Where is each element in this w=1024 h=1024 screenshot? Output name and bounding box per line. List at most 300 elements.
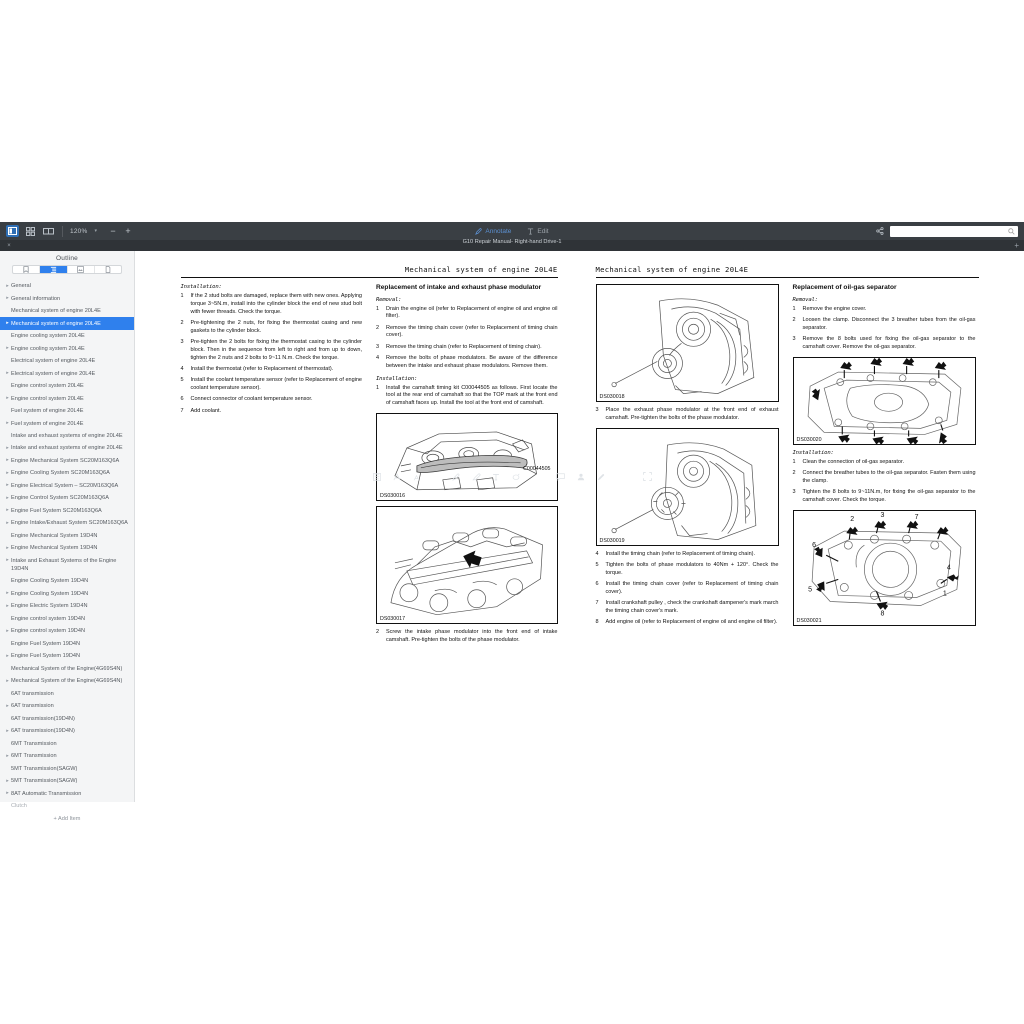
chevron-right-icon[interactable]: ▸	[6, 395, 9, 402]
step-text: Clean the connection of oil-gas separator.	[802, 458, 905, 465]
outline-item[interactable]	[0, 800, 134, 812]
figure-caption: DS030016	[380, 493, 406, 500]
post-figure-step-list	[376, 629, 558, 645]
highlight-icon[interactable]	[373, 468, 381, 486]
page-left-column-2	[376, 284, 558, 650]
section-heading: Replacement of intake and exhaust phase modulator	[376, 284, 542, 291]
bolt-tightening-sequence-diagram	[794, 511, 975, 628]
search-input[interactable]	[890, 226, 1018, 237]
procedure-step	[376, 385, 558, 408]
chevron-right-icon[interactable]: ▸	[6, 345, 9, 352]
outline-item-spacer	[4, 357, 11, 358]
step-number: 3	[595, 407, 599, 413]
outline-item[interactable]	[0, 575, 134, 587]
chevron-right-icon[interactable]: ▸	[6, 482, 9, 489]
outline-item-label: Engine Control System SC20M163Q6A	[11, 495, 109, 502]
figure-caption: DS030017	[380, 616, 406, 623]
step-number: 4	[376, 355, 380, 362]
main-toolbar	[0, 222, 1024, 240]
outline-list[interactable]	[0, 278, 134, 812]
outline-item[interactable]	[0, 713, 134, 725]
chevron-right-icon[interactable]: ▸	[6, 627, 9, 634]
stamp-icon[interactable]	[577, 468, 585, 486]
outline-item-label: Engine cooling system 20L4E	[11, 345, 85, 352]
outline-item[interactable]	[0, 430, 134, 442]
step-number: 6	[595, 580, 599, 587]
page-right-columns	[596, 284, 979, 632]
outline-item-label: Fuel system of engine 20L4E	[11, 420, 84, 427]
outline-item-label: Engine cooling system 20L4E	[11, 333, 85, 340]
outline-item[interactable]	[0, 638, 134, 650]
chevron-right-icon[interactable]: ▸	[6, 420, 9, 427]
chevron-right-icon[interactable]: ▸	[6, 457, 9, 464]
chevron-right-icon[interactable]: ▸	[6, 602, 9, 609]
page-right	[580, 251, 997, 802]
outline-item-label: 6AT transmission	[11, 703, 54, 710]
callout-7: 7	[914, 513, 919, 521]
thumbnail-icon	[77, 266, 84, 273]
sidebar-tab-thumbnails[interactable]	[68, 266, 95, 273]
outline-item-label: Intake and exhaust systems of engine 20L4E	[11, 433, 123, 439]
zoom-in-button[interactable]: +	[125, 226, 131, 236]
outline-item[interactable]	[0, 380, 134, 392]
outline-item-label: Mechanical system of engine 20L4E	[11, 308, 101, 315]
page-header-left: Mechanical system of engine 20L4E	[404, 265, 558, 274]
engine-timing-kit-diagram	[377, 414, 557, 502]
outline-item[interactable]	[0, 530, 134, 542]
outline-item[interactable]	[0, 405, 134, 417]
outline-item[interactable]	[0, 292, 134, 304]
step-text: Tighten the 8 bolts to 9~11N.m, for fixing the oil-gas separator to the camshaft cover. Check the torque.	[802, 488, 976, 503]
step-number: 7	[595, 600, 599, 607]
procedure-step	[376, 629, 558, 645]
chevron-right-icon[interactable]: ▸	[6, 320, 9, 327]
outline-item-label: Engine Fuel System SC20M163Q6A	[11, 507, 102, 514]
outline-item[interactable]	[0, 675, 134, 687]
outline-item-spacer	[4, 615, 11, 616]
outline-item[interactable]	[0, 542, 134, 554]
step-text: Install the thermostat (refer to Replacement of thermostat).	[190, 365, 334, 372]
outline-item-spacer	[4, 690, 11, 691]
step-number: 3	[180, 338, 184, 345]
text-tool-icon[interactable]	[492, 468, 500, 486]
sidebar-tab-outline[interactable]	[40, 266, 67, 273]
page-left-columns	[181, 284, 558, 650]
callout-6: 6	[811, 541, 816, 549]
outline-item[interactable]	[0, 700, 134, 712]
outline-item-spacer	[4, 802, 11, 803]
outline-item-label: Intake and exhaust systems of engine 20L4E	[11, 445, 123, 452]
step-text: Screw the intake phase modulator into the front end of intake camshaft. Pre-tighten the bolts of the phase modulator.	[386, 629, 558, 643]
sidebar-toggle-button[interactable]	[6, 225, 19, 237]
figure-ds030019	[596, 428, 779, 546]
outline-item-label: Engine Cooling System SC20M163Q6A	[11, 470, 110, 477]
page-spread	[163, 251, 997, 802]
outline-item[interactable]	[0, 417, 134, 429]
step-text: Connect the breather tubes to the oil-gas separator. Fasten them using the clamp.	[802, 469, 976, 484]
annotate-mode-label: Annotate	[485, 227, 512, 235]
marker-icon[interactable]	[597, 468, 605, 486]
oil-gas-separator-bolts-diagram	[794, 358, 975, 446]
chevron-right-icon[interactable]: ▸	[6, 282, 9, 289]
chevron-right-icon[interactable]: ▸	[6, 727, 9, 734]
callout-2: 2	[849, 515, 854, 523]
procedure-step	[596, 600, 779, 616]
outline-item-label: Electrical system of engine 20L4E	[11, 370, 96, 377]
procedure-step	[181, 293, 363, 316]
outline-item-spacer	[4, 577, 11, 578]
outline-item-spacer	[4, 765, 11, 766]
procedure-step	[181, 366, 363, 374]
edit-mode-label: Edit	[537, 227, 549, 235]
step-text: Install the timing chain cover (refer to Replacement of timing chain cover).	[605, 580, 779, 595]
pencil-icon[interactable]	[452, 468, 460, 486]
removal-step-list	[376, 306, 558, 371]
outline-item-label: 6MT Transmission	[11, 740, 57, 747]
outline-item[interactable]	[0, 613, 134, 625]
outline-item-spacer	[4, 432, 11, 433]
shape-tool-icon[interactable]	[512, 468, 520, 486]
outline-item-label: Mechanical System of the Engine(4G69S4N)	[11, 678, 123, 685]
chevron-down-icon[interactable]: ▾	[94, 228, 97, 234]
outline-item-label: 5MT Transmission(SAGW)	[11, 778, 78, 785]
text-cursor-icon	[527, 228, 534, 235]
annotate-mode-button[interactable]	[475, 228, 511, 235]
share-icon[interactable]	[876, 227, 884, 235]
outline-item-label: Electrical system of engine 20L4E	[11, 358, 96, 365]
step-text: Install the timing chain (refer to Replacement of timing chain).	[605, 550, 755, 557]
outline-item-label: 6AT transmission	[11, 690, 54, 697]
figure-ds030018	[596, 284, 779, 402]
outline-item[interactable]	[0, 305, 134, 317]
callout-1: 1	[942, 589, 947, 597]
procedure-step	[793, 336, 976, 352]
installation-step-list	[376, 385, 558, 408]
outline-item[interactable]	[0, 367, 134, 379]
add-item-button[interactable]: + Add Item	[53, 816, 81, 823]
outline-sidebar	[0, 251, 135, 823]
outline-item-label: Mechanical System of the Engine(4G69S4N)	[11, 665, 123, 672]
outline-item[interactable]	[0, 663, 134, 675]
outline-item-label: Engine Mechanical System 19D4N	[11, 532, 98, 539]
outline-item-label: Engine Cooling System 19D4N	[11, 578, 89, 585]
chevron-right-icon[interactable]: ▸	[6, 469, 9, 476]
outline-item[interactable]	[0, 355, 134, 367]
new-tab-button[interactable]: +	[1014, 241, 1019, 250]
step-number: 3	[792, 335, 796, 342]
outline-item-label: 5MT Transmission(SAGW)	[11, 765, 78, 772]
step-number: 4	[595, 550, 599, 557]
outline-item-label: General	[11, 283, 31, 290]
step-text: Tighten the bolts of phase modulators to 40Nm + 120°. Check the torque.	[605, 561, 779, 576]
outline-item-label: 6AT transmission(19D4N)	[11, 715, 75, 722]
removal-step-list	[793, 306, 976, 352]
outline-item-label: General information	[11, 295, 61, 302]
step-text: Loosen the clamp. Disconnect the 3 breather tubes from the oil-gas separator.	[802, 316, 976, 331]
procedure-step	[596, 407, 779, 423]
outline-item[interactable]	[0, 330, 134, 342]
chevron-right-icon[interactable]: ▸	[6, 677, 9, 684]
chevron-right-icon[interactable]: ▸	[6, 444, 9, 451]
step-text: Remove the timing chain (refer to Replacement of timing chain).	[386, 343, 542, 350]
outline-item-spacer	[4, 640, 11, 641]
outline-item[interactable]	[0, 763, 134, 775]
step-number: 1	[792, 305, 796, 312]
step-number: 1	[376, 305, 380, 312]
procedure-step	[181, 408, 363, 416]
figure-ds030017	[376, 506, 558, 624]
outline-item-spacer	[4, 382, 11, 383]
installation-label: Installation:	[376, 375, 418, 382]
outline-item[interactable]	[0, 280, 134, 292]
procedure-step	[181, 320, 363, 336]
callout-3: 3	[879, 511, 884, 519]
step-list-after-figure-2	[596, 551, 779, 627]
sidebar-title: Outline	[56, 255, 78, 262]
bookmark-icon	[23, 266, 29, 273]
outline-item-spacer	[4, 715, 11, 716]
procedure-step	[181, 396, 363, 404]
step-text: Remove the engine cover.	[802, 305, 867, 312]
outline-item-label: Engine Fuel System 19D4N	[11, 653, 81, 660]
chevron-right-icon[interactable]: ▸	[6, 557, 9, 564]
search-icon	[1008, 228, 1015, 235]
font-size-increase-icon[interactable]	[393, 468, 401, 486]
pdf-reader-window	[0, 222, 1024, 823]
removal-label: Removal:	[376, 296, 402, 303]
step-number: 1	[180, 293, 184, 299]
outline-item-label: 6AT transmission(19D4N)	[11, 728, 75, 735]
figure-ds030021	[793, 510, 976, 626]
step-text: Drain the engine oil (refer to Replacement of engine oil and engine oil filter).	[386, 305, 558, 320]
edit-mode-button[interactable]	[527, 228, 548, 235]
outline-item[interactable]	[0, 600, 134, 612]
outline-item[interactable]	[0, 738, 134, 750]
header-rule	[181, 277, 558, 278]
figure-caption: DS030020	[796, 436, 822, 443]
procedure-step	[793, 306, 976, 314]
step-number: 2	[792, 316, 796, 323]
step-number: 6	[180, 396, 184, 403]
figure-ds030020	[793, 357, 976, 445]
step-text: Install the camshaft timing kit C00044505 as follows. First locate the tool at the rear end of camshaft so that the TOP mark at the front end of camshaft faces up. Install the tool at the front end of camshaft.	[386, 384, 558, 407]
outline-item[interactable]	[0, 787, 134, 799]
chevron-right-icon[interactable]: ▸	[6, 790, 9, 797]
sidebar-tab-group	[12, 265, 122, 274]
chevron-right-icon[interactable]: ▸	[6, 752, 9, 759]
outline-item[interactable]	[0, 725, 134, 737]
outline-item-label: Engine Cooling System 19D4N	[11, 590, 89, 597]
step-text: Remove the timing chain cover (refer to Replacement of timing chain cover).	[386, 324, 558, 339]
toolbar-center-modes	[0, 228, 1024, 235]
tab-strip	[0, 240, 1024, 251]
outline-item-label: Engine Fuel System 19D4N	[11, 640, 81, 647]
dual-page-view-button[interactable]	[42, 225, 55, 237]
procedure-step	[376, 325, 558, 341]
zoom-out-button[interactable]: −	[110, 226, 116, 236]
header-rule	[596, 277, 979, 278]
figure-note-part-number: C00044505	[523, 466, 551, 473]
toolbar-divider	[62, 226, 63, 237]
outline-item[interactable]	[0, 442, 134, 454]
outline-item-label: Engine control system 19D4N	[11, 615, 85, 622]
sidebar-tab-annotations[interactable]	[95, 266, 121, 273]
step-number: 2	[376, 629, 380, 636]
comment-icon[interactable]	[556, 468, 565, 486]
grid-view-button[interactable]	[24, 225, 37, 237]
outline-item[interactable]	[0, 505, 134, 517]
installation-label: Installation:	[180, 284, 222, 290]
figure-caption: DS030021	[796, 617, 822, 624]
removal-label: Removal:	[792, 296, 818, 303]
document-title: G10 Repair Manual- Right-hand Drive-1	[462, 239, 562, 245]
chevron-right-icon[interactable]: ▸	[6, 519, 9, 526]
document-icon	[105, 266, 111, 273]
fullscreen-icon[interactable]	[643, 468, 652, 486]
page-right-column-1	[596, 284, 779, 632]
outline-item-spacer	[4, 532, 11, 533]
page-right-column-2	[793, 284, 976, 632]
step-number: 1	[792, 458, 796, 465]
outline-item-label: Engine control system 19D4N	[11, 628, 85, 635]
close-tab-button[interactable]: ×	[7, 242, 11, 249]
section-heading: Replacement of oil-gas separator	[792, 284, 897, 291]
outline-item-label: Engine Electric System 19D4N	[11, 603, 88, 610]
installation-label: Installation:	[792, 449, 834, 456]
chevron-right-icon[interactable]: ▸	[6, 507, 9, 514]
procedure-step	[181, 377, 363, 393]
step-text: Pre-tightening the 2 nuts, for fixing the thermostat casing and new gaskets to the cylinder block.	[190, 319, 362, 334]
page-left-column-1	[181, 284, 363, 650]
step-number: 2	[792, 469, 796, 476]
outline-item[interactable]	[0, 555, 134, 576]
step-text: Connect connector of coolant temperature sensor.	[190, 396, 313, 403]
procedure-step	[793, 317, 976, 333]
outline-item-spacer	[4, 332, 11, 333]
outline-item-label: Mechanical system of engine 20L4E	[11, 320, 101, 327]
chevron-right-icon[interactable]: ▸	[6, 702, 9, 709]
step-text: Add coolant.	[190, 407, 222, 414]
chevron-right-icon[interactable]: ▸	[6, 652, 9, 659]
figure-caption: DS030018	[599, 394, 625, 400]
outline-item-label: Engine Mechanical System 19D4N	[11, 545, 98, 552]
step-text: Add engine oil (refer to Replacement of engine oil and engine oil filter).	[605, 619, 778, 626]
outline-icon	[50, 266, 57, 273]
outline-item-label: Engine Mechanical System SC20M163Q6A	[11, 457, 120, 464]
zoom-level-value[interactable]: 120%	[70, 227, 88, 235]
outline-item-spacer	[4, 307, 11, 308]
outline-item-label: Intake and Exhaust Systems of the Engine 19D4N	[11, 557, 117, 572]
pen-icon	[475, 228, 482, 235]
procedure-step	[596, 581, 779, 597]
chevron-right-icon[interactable]: ▸	[6, 370, 9, 377]
timing-chain-front-diagram	[597, 285, 778, 404]
page-header-right: Mechanical system of engine 20L4E	[595, 265, 749, 274]
outline-item[interactable]	[0, 517, 134, 529]
eraser-icon[interactable]	[472, 468, 480, 486]
annotation-toolbar	[0, 470, 1024, 483]
chevron-right-icon[interactable]: ▸	[6, 777, 9, 784]
outline-item[interactable]	[0, 317, 134, 329]
sidebar-tab-bookmarks[interactable]	[13, 266, 40, 273]
chevron-right-icon[interactable]: ▸	[6, 494, 9, 501]
outline-item[interactable]	[0, 688, 134, 700]
step-text: Install crankshaft pulley , check the crankshaft dampener's mark march the timing chain cover's mark.	[605, 600, 779, 614]
procedure-step	[793, 489, 976, 505]
toolbar-right-group	[876, 226, 1018, 237]
outline-item-label: Engine control system 20L4E	[11, 395, 84, 402]
procedure-step	[376, 306, 558, 322]
callout-8: 8	[879, 610, 884, 618]
step-text: Remove the bolts of phase modulators. Be aware of the difference between the intake and exhaust phase modulators. Remove them.	[386, 355, 558, 369]
step-number: 1	[376, 384, 380, 391]
outline-item-label: Clutch	[11, 803, 27, 810]
step-number: 2	[180, 319, 184, 326]
zoom-controls	[70, 226, 133, 236]
document-viewport[interactable]	[135, 251, 1024, 802]
procedure-step	[376, 355, 558, 371]
outline-item-label: Engine Intake/Exhaust System SC20M163Q6A	[11, 520, 128, 527]
step-list-after-figure	[596, 407, 779, 423]
procedure-step	[596, 619, 779, 627]
outline-item[interactable]	[0, 775, 134, 787]
outline-item[interactable]	[0, 650, 134, 662]
step-text: Place the exhaust phase modulator at the front end of exhaust camshaft. Pre-tighten the bolts of the phase modulator.	[605, 407, 779, 421]
procedure-step	[793, 459, 976, 467]
figure-caption: DS030019	[599, 537, 625, 544]
outline-item[interactable]	[0, 455, 134, 467]
chevron-right-icon[interactable]: ▸	[6, 544, 9, 551]
font-size-decrease-icon[interactable]	[413, 468, 420, 486]
figure-ds030016	[376, 413, 558, 501]
procedure-step	[376, 344, 558, 352]
outline-item[interactable]	[0, 342, 134, 354]
chevron-right-icon[interactable]: ▸	[6, 295, 9, 302]
step-number: 5	[180, 377, 184, 384]
outline-item-label: 8AT Automatic Transmission	[11, 790, 82, 797]
workspace	[0, 251, 1024, 823]
step-number: 7	[180, 407, 184, 414]
outline-item[interactable]	[0, 750, 134, 762]
step-number: 5	[595, 561, 599, 568]
page-left	[163, 251, 580, 802]
step-number: 3	[792, 488, 796, 495]
outline-item[interactable]	[0, 625, 134, 637]
step-number: 8	[595, 619, 599, 626]
chevron-right-icon[interactable]: ▸	[6, 590, 9, 597]
outline-item-spacer	[4, 407, 11, 408]
outline-item-label: Engine control system 20L4E	[11, 383, 84, 390]
callout-4: 4	[946, 563, 951, 571]
step-text: Install the coolant temperature sensor (refer to Replacement of engine coolant temperature sensor).	[190, 377, 362, 391]
outline-item[interactable]	[0, 392, 134, 404]
view-mode-group	[6, 225, 55, 237]
step-text: Pre-tighten the 2 bolts for fixing the thermostat casing to the cylinder block. Then in the sequence from left to right and from up to down, tighten the 2 nuts and 2 bolts to 9~11 N.m. Check the torque.	[190, 338, 362, 361]
outline-item-spacer	[4, 740, 11, 741]
procedure-step	[181, 339, 363, 362]
callout-5: 5	[807, 585, 812, 593]
step-text: If the 2 stud bolts are damaged, replace them with new ones. Applying torque 3~5N.m, install into the cylinder block the end of new stud bolt with fewer threads. Check the torque.	[190, 293, 362, 315]
step-number: 2	[376, 324, 380, 331]
outline-item[interactable]	[0, 588, 134, 600]
outline-item-label: 6MT Transmission	[11, 753, 57, 760]
installation-step-list	[181, 293, 363, 415]
outline-item[interactable]	[0, 492, 134, 504]
outline-item-label: Fuel system of engine 20L4E	[11, 408, 84, 415]
procedure-step	[596, 562, 779, 578]
step-number: 3	[376, 343, 380, 350]
outline-item-label: Engine Electrical System – SC20M163Q6A	[11, 482, 119, 489]
